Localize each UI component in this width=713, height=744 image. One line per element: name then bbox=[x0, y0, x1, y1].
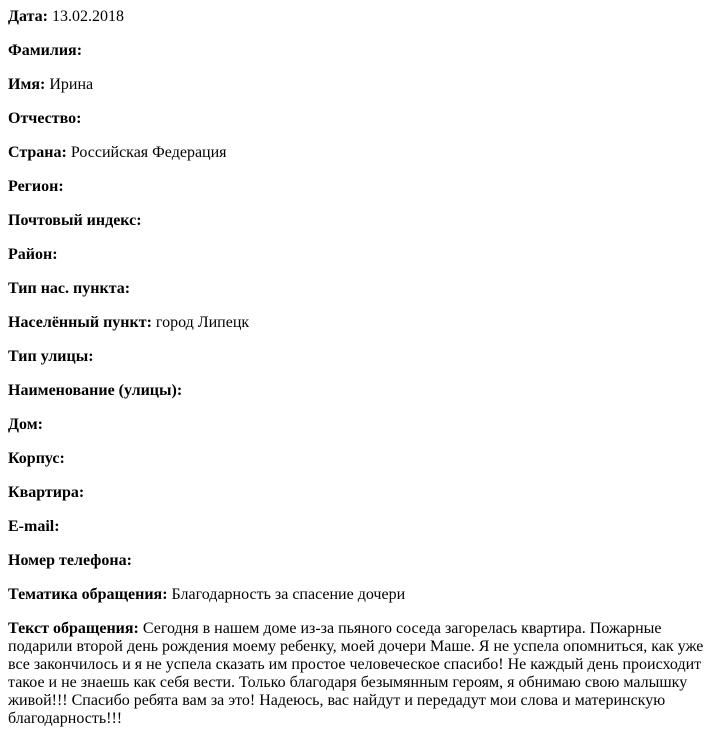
appeal-document bbox=[8, 8, 705, 728]
field-row bbox=[8, 382, 705, 400]
field-row bbox=[8, 314, 705, 332]
field-label: Тематика обращения: bbox=[8, 586, 168, 603]
field-label: E-mail: bbox=[8, 518, 60, 535]
field-row bbox=[8, 246, 705, 264]
field-row bbox=[8, 450, 705, 468]
field-row bbox=[8, 144, 705, 162]
field-label: Регион: bbox=[8, 178, 64, 195]
field-label: Имя: bbox=[8, 76, 46, 93]
field-row bbox=[8, 178, 705, 196]
field-label: Тип нас. пункта: bbox=[8, 280, 131, 297]
field-row bbox=[8, 416, 705, 434]
field-row bbox=[8, 212, 705, 230]
field-value: Ирина bbox=[45, 76, 94, 93]
field-row bbox=[8, 586, 705, 604]
field-label: Фамилия: bbox=[8, 42, 83, 59]
field-value: 13.02.2018 bbox=[47, 8, 124, 25]
field-row bbox=[8, 280, 705, 298]
field-label: Номер телефона: bbox=[8, 552, 132, 569]
field-label: Дом: bbox=[8, 416, 43, 433]
field-label: Страна: bbox=[8, 144, 67, 161]
field-row bbox=[8, 552, 705, 570]
field-value: Благодарность за спасение дочери bbox=[167, 586, 406, 603]
field-label: Дата: bbox=[8, 8, 48, 25]
field-label: Корпус: bbox=[8, 450, 65, 467]
field-row bbox=[8, 348, 705, 366]
field-label: Наименование (улицы): bbox=[8, 382, 183, 399]
field-value: город Липецк bbox=[151, 314, 250, 331]
field-label: Тип улицы: bbox=[8, 348, 94, 365]
field-row bbox=[8, 518, 705, 536]
field-row bbox=[8, 484, 705, 502]
field-label: Отчество: bbox=[8, 110, 82, 127]
field-row bbox=[8, 620, 705, 728]
field-value: Российская Федерация bbox=[66, 144, 227, 161]
field-value: Сегодня в нашем доме из-за пьяного соседа загорелась квартира. Пожарные подарили второй день рождения моему ребенку, моей дочери Маше. Я не успела опомниться, как уже все закончилось и я не успела сказать им простое человеческое спасибо! Не каждый день происходит такое и не знаешь как себя вести. Только благодаря безымянным героям, я обнимаю свою малышку живой!!! Спасибо ребята вам за это! Надеюсь, вас найдут и передадут мои слова и материнскую благодарность!!! bbox=[8, 620, 704, 727]
field-label: Квартира: bbox=[8, 484, 85, 501]
field-row bbox=[8, 42, 705, 60]
field-row bbox=[8, 110, 705, 128]
field-label: Почтовый индекс: bbox=[8, 212, 142, 229]
field-label: Населённый пункт: bbox=[8, 314, 152, 331]
field-label: Текст обращения: bbox=[8, 620, 139, 637]
field-row bbox=[8, 76, 705, 94]
field-row bbox=[8, 8, 705, 26]
field-label: Район: bbox=[8, 246, 58, 263]
